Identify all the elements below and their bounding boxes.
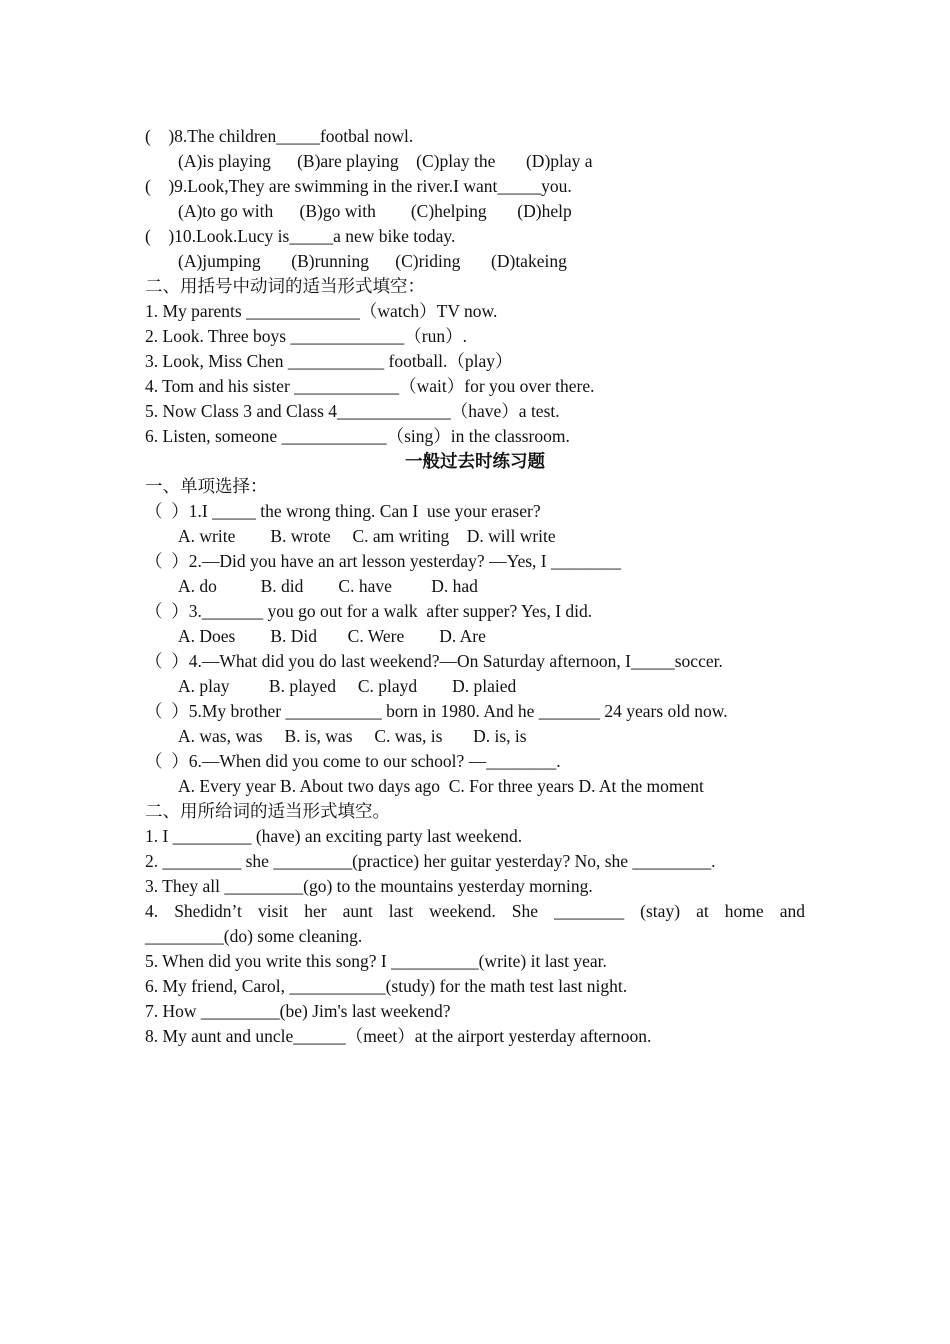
section2-fill-in — [145, 274, 805, 449]
fill-item: 2. _________ she _________(practice) her guitar yesterday? No, she _________. — [145, 851, 716, 871]
question-options: A. write B. wrote C. am writing D. will write — [178, 526, 556, 546]
question-options: (A)is playing (B)are playing (C)play the (D)play a — [178, 151, 593, 171]
fill-item-continuation: _________(do) some cleaning. — [145, 926, 363, 946]
past-choice-section — [145, 474, 805, 799]
past-fill-section — [145, 799, 805, 1049]
fill-item: 1. My parents _____________（watch）TV now. — [145, 301, 498, 321]
fill-item: 2. Look. Three boys _____________（run）. — [145, 326, 467, 346]
worksheet-page — [145, 124, 805, 1049]
question-options: A. play B. played C. playd D. plaied — [178, 676, 517, 696]
question-stem: ( )9.Look,They are swimming in the river.I want_____you. — [145, 176, 572, 196]
question-options: A. was, was B. is, was C. was, is D. is, is — [178, 726, 527, 746]
question-stem: （ ）5.My brother ___________ born in 1980. And he _______ 24 years old now. — [145, 701, 728, 721]
question-options: A. do B. did C. have D. had — [178, 576, 478, 596]
question-options: A. Does B. Did C. Were D. Are — [178, 626, 486, 646]
question-options: (A)jumping (B)running (C)riding (D)takeing — [178, 251, 567, 271]
question-stem: （ ）6.—When did you come to our school? —________. — [145, 751, 561, 771]
page-title: 一般过去时练习题 — [405, 451, 545, 471]
question-options: (A)to go with (B)go with (C)helping (D)help — [178, 201, 572, 221]
section-heading: 一、单项选择： — [145, 476, 268, 496]
fill-item: 6. My friend, Carol, ___________(study) for the math test last night. — [145, 976, 628, 996]
section1-questions — [145, 124, 805, 274]
fill-item-justified: 4. Shedidn’t visit her aunt last weekend. She ________ (stay) at home and — [145, 901, 805, 921]
fill-item: 4. Tom and his sister ____________（wait）for you over there. — [145, 376, 595, 396]
section-heading: 二、用括号中动词的适当形式填空： — [145, 276, 425, 296]
fill-item: 5. When did you write this song? I __________(write) it last year. — [145, 951, 607, 971]
question-stem: （ ）4.—What did you do last weekend?—On Saturday afternoon, I_____soccer. — [145, 651, 723, 671]
question-stem: ( )8.The children_____footbal nowl. — [145, 126, 414, 146]
question-stem: （ ）3._______ you go out for a walk after supper? Yes, I did. — [145, 601, 593, 621]
question-stem: ( )10.Look.Lucy is_____a new bike today. — [145, 226, 456, 246]
fill-item: 1. I _________ (have) an exciting party last weekend. — [145, 826, 523, 846]
fill-item: 5. Now Class 3 and Class 4_____________（have）a test. — [145, 401, 560, 421]
fill-item: 6. Listen, someone ____________（sing）in the classroom. — [145, 426, 570, 446]
question-options: A. Every year B. About two days ago C. For three years D. At the moment — [178, 776, 704, 796]
fill-item: 8. My aunt and uncle______（meet）at the airport yesterday afternoon. — [145, 1026, 652, 1046]
fill-item: 3. Look, Miss Chen ___________ football.（play） — [145, 351, 513, 371]
fill-item: 3. They all _________(go) to the mountains yesterday morning. — [145, 876, 593, 896]
section-heading: 二、用所给词的适当形式填空。 — [145, 801, 390, 821]
question-stem: （ ）2.—Did you have an art lesson yesterday? —Yes, I ________ — [145, 551, 621, 571]
fill-item: 7. How _________(be) Jim's last weekend? — [145, 1001, 451, 1021]
question-stem: （ ）1.I _____ the wrong thing. Can I use your eraser? — [145, 501, 541, 521]
